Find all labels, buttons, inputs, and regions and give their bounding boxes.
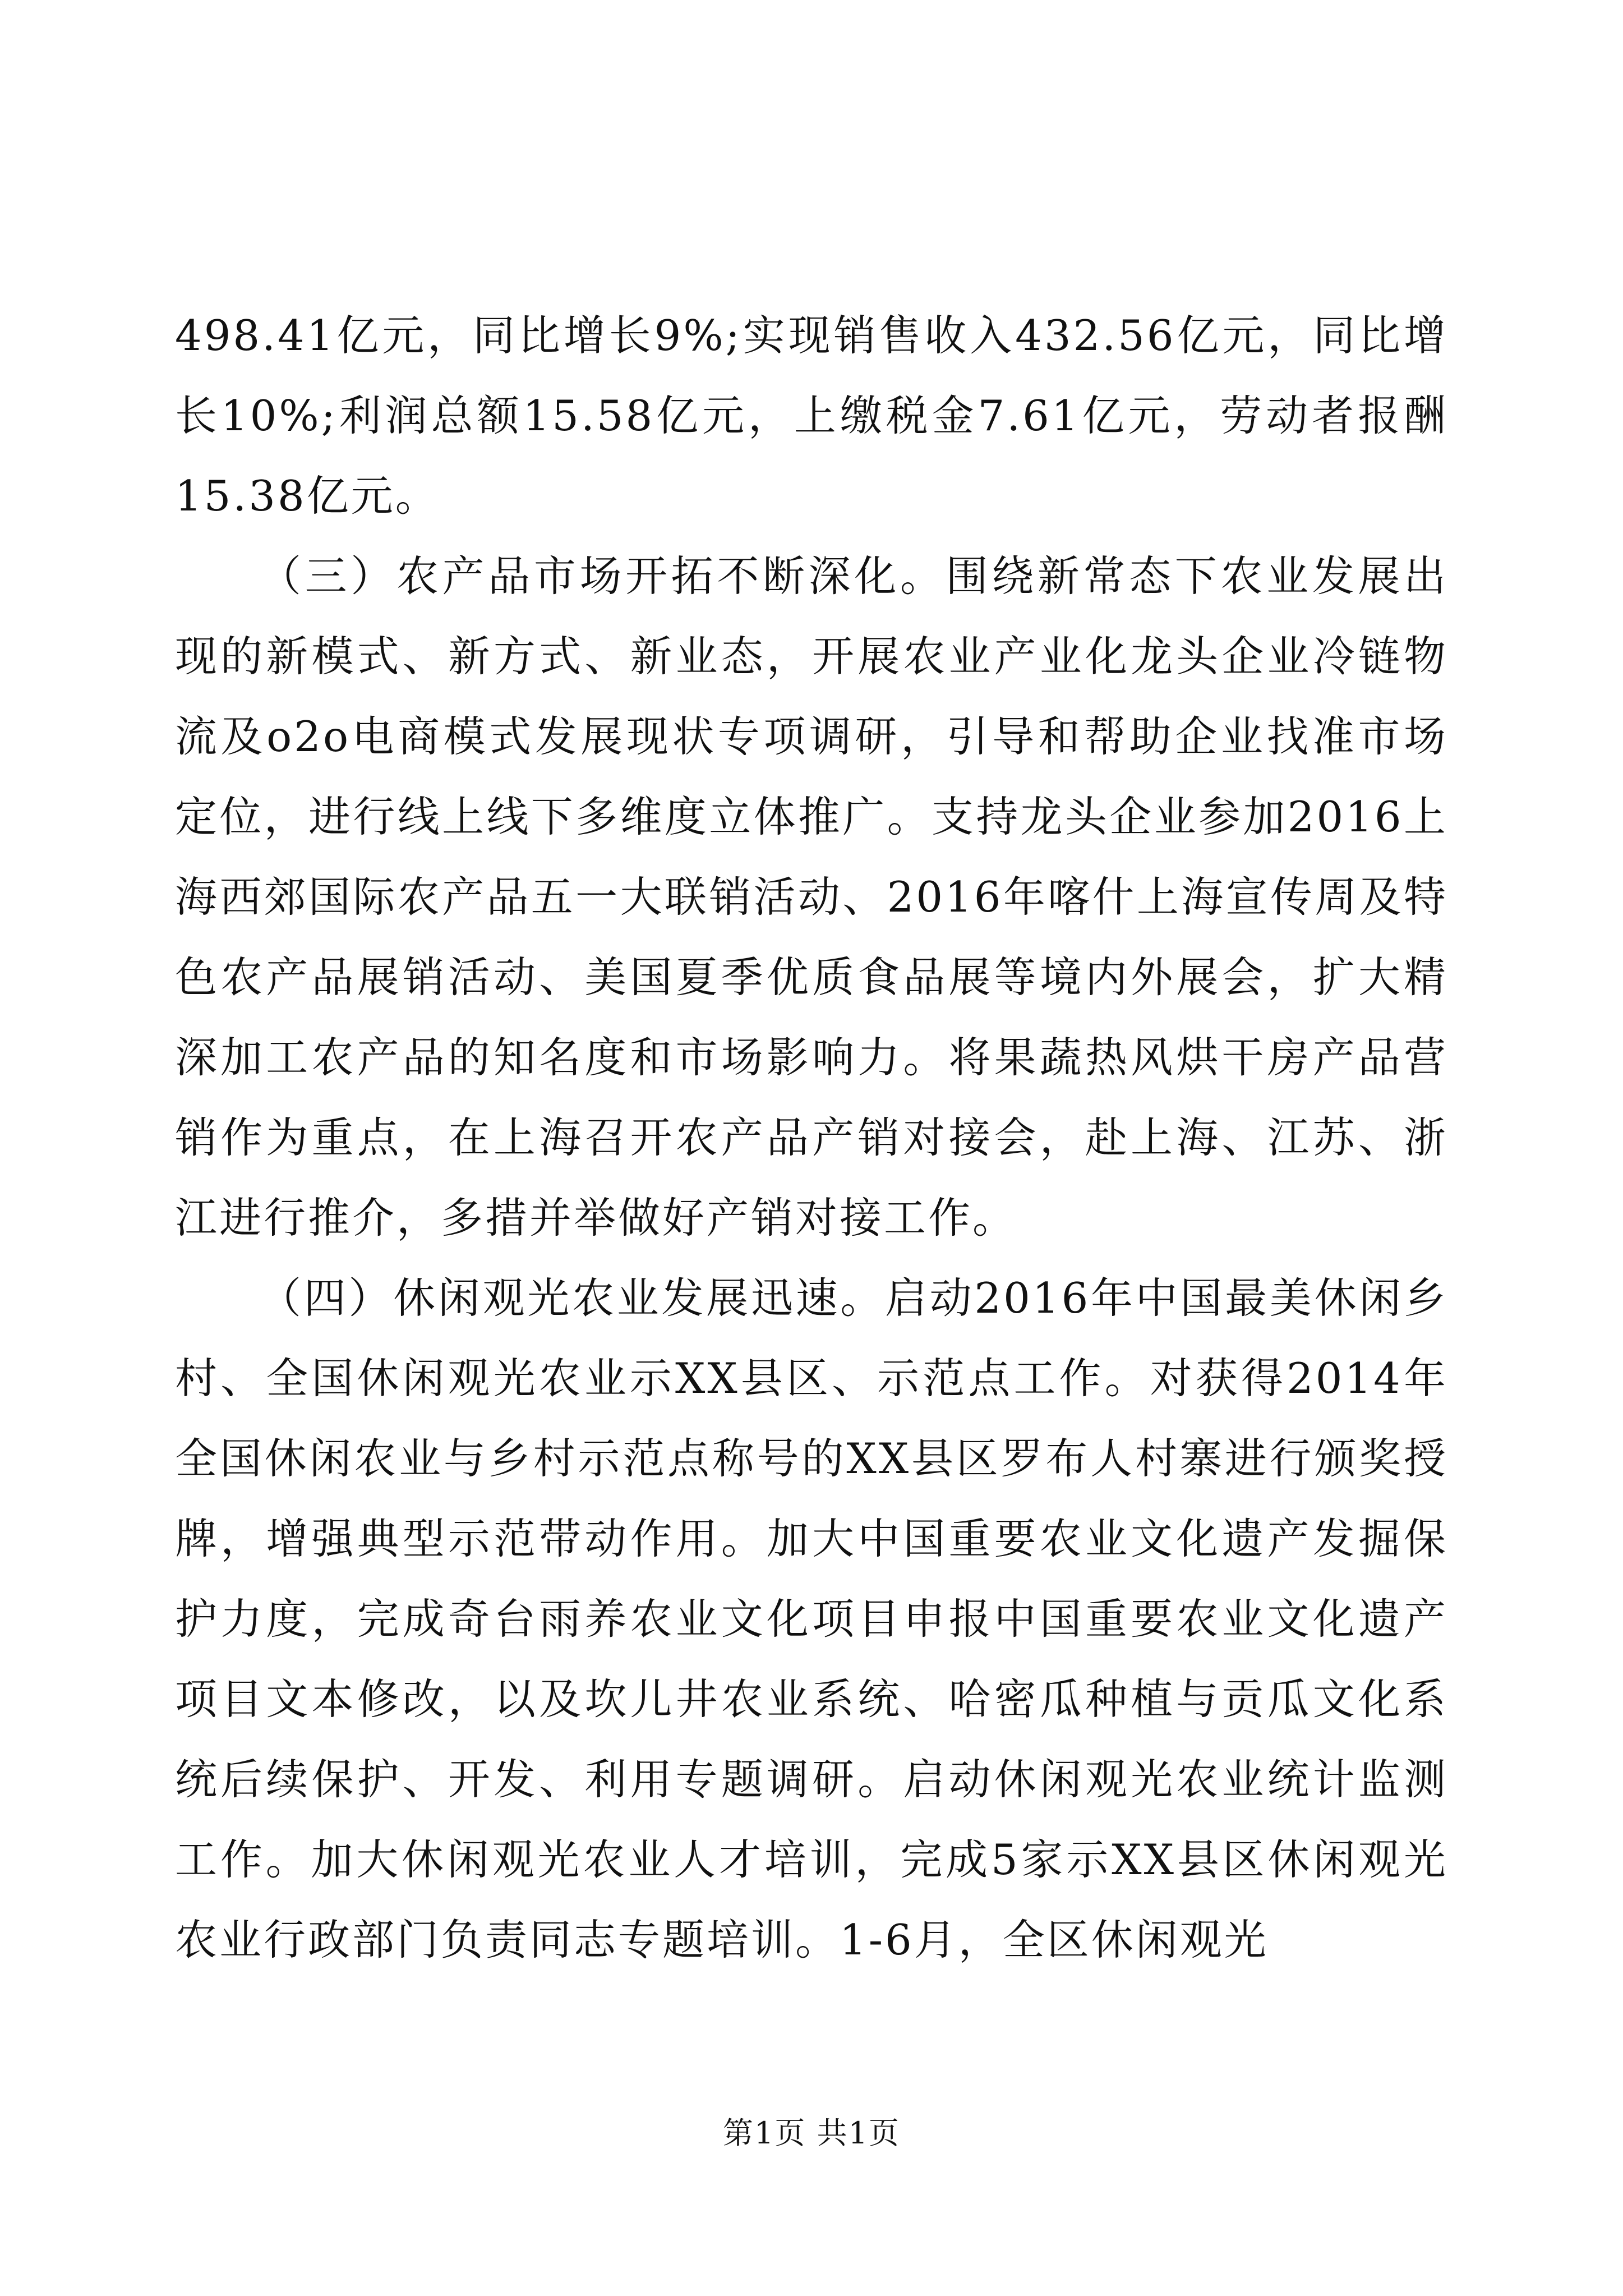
paragraph-section-4: （四）休闲观光农业发展迅速。启动2016年中国最美休闲乡村、全国休闲观光农业示XX县区、示范点工作。对获得2014年全国休闲农业与乡村示范点称号的XX县区罗布人村寨进行颁奖授牌，增强典型示范带动作用。加大中国重要农业文化遗产发掘保护力度，完成奇台雨养农业文化项目申报中国重要农业文化遗产项目文本修改，以及坎儿井农业系统、哈密瓜种植与贡瓜文化系统后续保护、开发、利用专题调研。启动休闲观光农业统计监测工作。加大休闲观光农业人才培训，完成5家示XX县区休闲观光农业行政部门负责同志专题培训。1-6月，全区休闲观光: [175, 1273, 1448, 1964]
page-footer: 第1页 共1页: [723, 2115, 900, 2151]
paragraph-section-3: （三）农产品市场开拓不断深化。围绕新常态下农业发展出现的新模式、新方式、新业态，开展农业产业化龙头企业冷链物流及o2o电商模式发展现状专项调研，引导和帮助企业找准市场定位，进行线上线下多维度立体推广。支持龙头企业参加2016上海西郊国际农产品五一大联销活动、2016年喀什上海宣传周及特色农产品展销活动、美国夏季优质食品展等境内外展会，扩大精深加工农产品的知名度和市场影响力。将果蔬热风烘干房产品营销作为重点，在上海召开农产品产销对接会，赴上海、江苏、浙江进行推介，多措并举做好产销对接工作。: [175, 551, 1448, 1243]
document-body: [175, 296, 1448, 1980]
paragraph-continuation: 498.41亿元，同比增长9%;实现销售收入432.56亿元，同比增长10%;利润总额15.58亿元，上缴税金7.61亿元，劳动者报酬15.38亿元。: [175, 311, 1448, 521]
